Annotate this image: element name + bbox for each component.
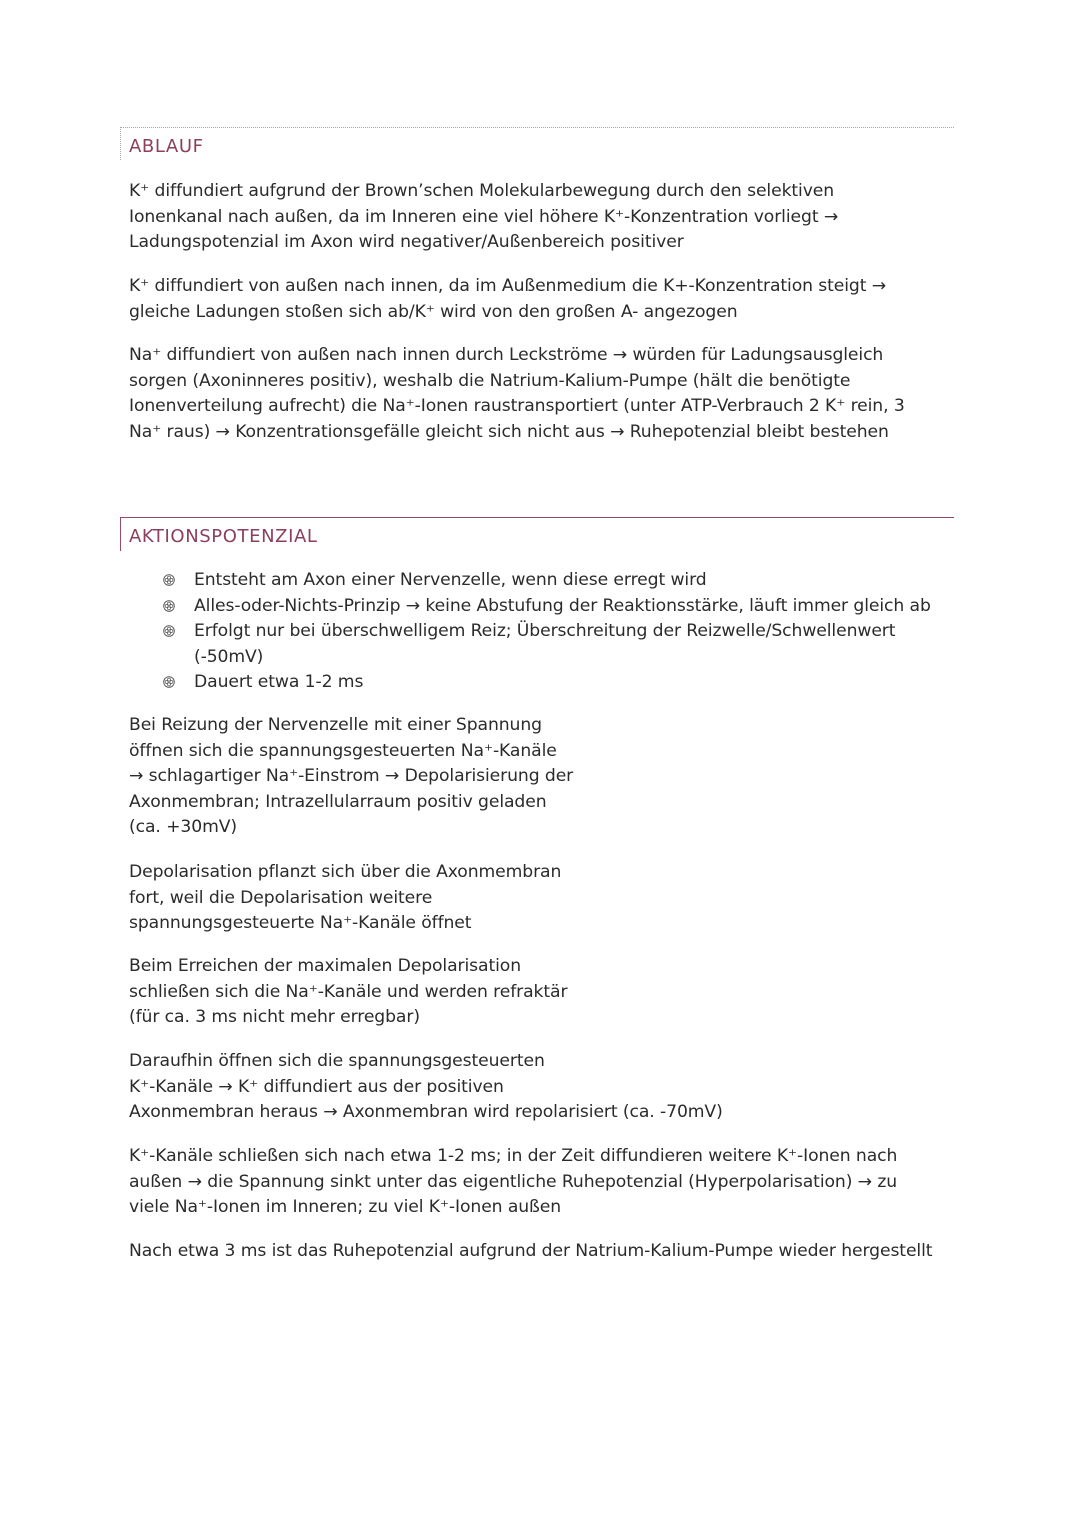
flower-bullet-icon [163,600,175,612]
paragraph-aktionspotenzial-5 [129,1144,897,1221]
text-line: K⁺ diffundiert aufgrund der Brown’schen Molekularbewegung durch den selektiven [129,181,835,201]
list-item-text: Erfolgt nur bei überschwelligem Reiz; Überschreitung der Reizwelle/Schwellenwert [194,621,896,641]
list-item-text: Alles-oder-Nichts-Prinzip → keine Abstufung der Reaktionsstärke, läuft immer gleich ab [194,595,931,616]
paragraph-ablauf-2 [129,274,886,325]
text-line: Na⁺ raus) → Konzentrationsgefälle gleicht sich nicht aus → Ruhepotenzial bleibt bestehen [129,421,889,442]
text-line: Beim Erreichen der maximalen Depolarisation [129,956,521,976]
paragraph-aktionspotenzial-3 [129,954,567,1031]
text-line: Axonmembran heraus → Axonmembran wird repolarisiert (ca. -70mV) [129,1102,723,1122]
list-item-text: Dauert etwa 1-2 ms [194,672,364,692]
text-line: (ca. +30mV) [129,817,237,837]
text-line: Bei Reizung der Nervenzelle mit einer Spannung [129,715,542,735]
text-line: öffnen sich die spannungsgesteuerten Na⁺-Kanäle [129,740,557,761]
list-item [160,619,931,670]
text-line: fort, weil die Depolarisation weitere [129,887,433,908]
text-line: spannungsgesteuerte Na⁺-Kanäle öffnet [129,913,472,933]
list-item-text: Entsteht am Axon einer Nervenzelle, wenn diese erregt wird [194,570,707,590]
text-line: K⁺ diffundiert von außen nach innen, da im Außenmedium die K+-Konzentration steigt → [129,276,887,296]
section-title-ablauf: ABLAUF [129,136,204,157]
section-header-aktionspotenzial [120,517,954,551]
text-line: Depolarisation pflanzt sich über die Axonmembran [129,862,562,882]
text-line: sorgen (Axoninneres positiv), weshalb die Natrium-Kalium-Pumpe (hält die benötigte [129,370,851,391]
section-header-ablauf [120,127,954,160]
text-line: Ionenverteilung aufrecht) die Na⁺-Ionen raustransportiert (unter ATP-Verbrauch 2 K⁺ rein, 3 [129,396,905,416]
list-item-text: (-50mV) [194,646,264,667]
list-item [160,568,931,594]
paragraph-aktionspotenzial-2 [129,860,561,937]
list-item [160,594,931,620]
paragraph-aktionspotenzial-6 [129,1239,932,1265]
text-line: Ionenkanal nach außen, da im Inneren eine viel höhere K⁺-Konzentration vorliegt → [129,206,839,227]
text-line: außen → die Spannung sinkt unter das eigentliche Ruhepotenzial (Hyperpolarisation) → zu [129,1171,898,1192]
bullet-list [160,568,931,696]
paragraph-aktionspotenzial-4 [129,1049,723,1126]
flower-bullet-icon [163,625,175,637]
text-line: K⁺-Kanäle schließen sich nach etwa 1-2 ms; in der Zeit diffundieren weitere K⁺-Ionen nach [129,1146,898,1166]
text-line: Ladungspotenzial im Axon wird negativer/Außenbereich positiver [129,232,684,252]
text-line: (für ca. 3 ms nicht mehr erregbar) [129,1007,420,1027]
paragraph-ablauf-1 [129,179,838,256]
text-line: Nach etwa 3 ms ist das Ruhepotenzial aufgrund der Natrium-Kalium-Pumpe wieder hergestellt [129,1241,933,1261]
text-line: K⁺-Kanäle → K⁺ diffundiert aus der positiven [129,1076,504,1097]
text-line: gleiche Ladungen stoßen sich ab/K⁺ wird von den großen A- angezogen [129,301,738,322]
flower-bullet-icon [163,676,175,688]
text-line: viele Na⁺-Ionen im Inneren; zu viel K⁺-Ionen außen [129,1197,562,1217]
section-title-aktionspotenzial: AKTIONSPOTENZIAL [129,526,318,547]
text-line: Daraufhin öffnen sich die spannungsgesteuerten [129,1051,545,1071]
paragraph-aktionspotenzial-1 [129,713,573,841]
text-line: schließen sich die Na⁺-Kanäle und werden refraktär [129,981,568,1002]
list-item [160,670,931,696]
paragraph-ablauf-3 [129,343,905,445]
text-line: Na⁺ diffundiert von außen nach innen durch Leckströme → würden für Ladungsausgleich [129,345,884,365]
flower-bullet-icon [163,574,175,586]
text-line: → schlagartiger Na⁺-Einstrom → Depolarisierung der [129,766,574,786]
text-line: Axonmembran; Intrazellularraum positiv geladen [129,791,547,812]
